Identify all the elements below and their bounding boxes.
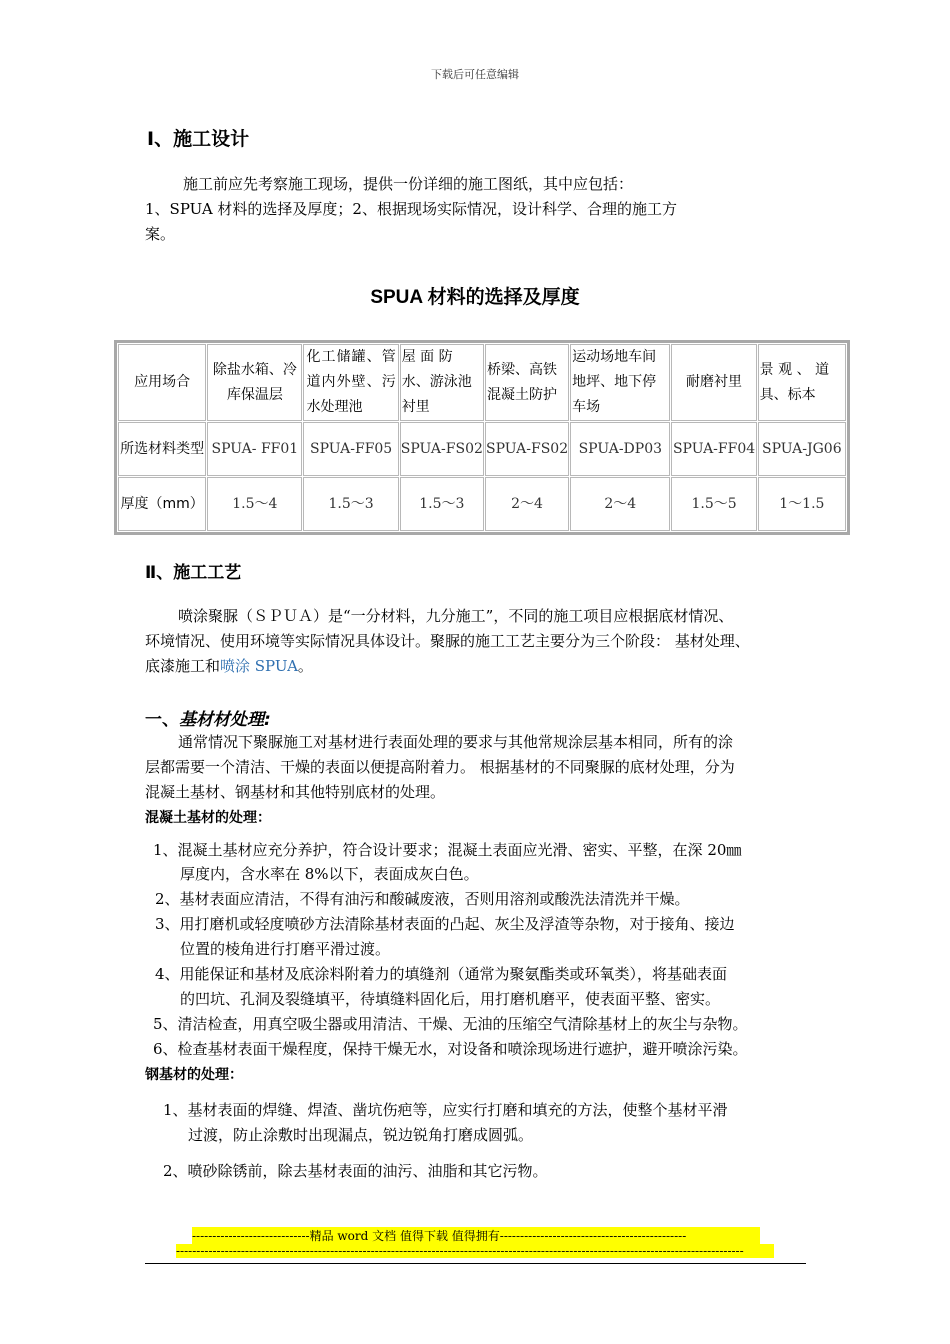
section1-para-line2: 1、SPUA 材料的选择及厚度；2、根据现场实际情况，设计科学、合理的施工方 [145, 200, 677, 218]
table-row-thickness [118, 477, 846, 531]
subsection1-para-line1: 通常情况下聚脲施工对基材进行表面处理的要求与其他常规涂层基本相同，所有的涂 [178, 733, 734, 751]
footer-banner-line1: -----------------------------精品 word 文档 值得下载 值得拥有---------------------------------------------- [192, 1227, 760, 1244]
subsection1-prefix: 一、 [145, 710, 179, 730]
material-cell: SPUA- FF01 [207, 422, 302, 476]
row-label-material: 所选材料类型 [118, 422, 206, 476]
material-cell: SPUA-JG06 [758, 422, 846, 476]
app-cell: 除盐水箱、冷库保温层 [207, 344, 302, 421]
footer-rule [145, 1263, 806, 1264]
steel-item-2: 2、喷砂除锈前，除去基材表面的油污、油脂和其它污物。 [163, 1162, 548, 1180]
section2-para-line2: 环境情况、使用环境等实际情况具体设计。聚脲的施工工艺主要分为三个阶段： 基材处理、 [145, 632, 750, 650]
footer-banner-line2: -------------------------------------------------------------------------------------------------------------------------------------------- [176, 1244, 774, 1258]
app-cell: 耐磨衬里 [671, 344, 756, 421]
section1-title: Ⅰ、施工设计 [147, 128, 250, 150]
row-label-application: 应用场合 [118, 344, 206, 421]
concrete-item-1: 1、混凝土基材应充分养护，符合设计要求；混凝土表面应光滑、密实、平整，在深 20㎜ [153, 841, 742, 859]
steel-label: 钢基材的处理： [145, 1067, 243, 1083]
concrete-item-5: 5、清洁检查，用真空吸尘器或用清洁、干燥、无油的压缩空气清除基材上的灰尘与杂物。 [153, 1015, 748, 1033]
section2-para-line3 [145, 654, 313, 679]
para-text: 底漆施工和 [145, 657, 221, 675]
material-cell: SPUA-FF05 [303, 422, 398, 476]
thickness-cell: 1～1.5 [758, 477, 846, 531]
section1-para-line1: 施工前应先考察施工现场，提供一份详细的施工图纸，其中应包括： [183, 175, 634, 193]
app-cell: 屋 面 防 水、游泳池衬里 [400, 344, 484, 421]
spray-spua-link[interactable]: 喷涂 SPUA [220, 657, 298, 675]
material-cell: SPUA-DP03 [570, 422, 670, 476]
concrete-label: 混凝土基材的处理： [145, 810, 271, 826]
app-cell: 运动场地车间地坪、地下停车场 [570, 344, 670, 421]
row-label-thickness: 厚度（mm） [118, 477, 206, 531]
para-text: 。 [297, 657, 313, 675]
table-row-material [118, 422, 846, 476]
subsection1-para-line2: 层都需要一个清洁、干燥的表面以便提高附着力。 根据基材的不同聚脲的底材处理，分为 [145, 758, 735, 776]
table-row-application [118, 344, 846, 421]
thickness-cell: 2～4 [485, 477, 569, 531]
concrete-item-3: 3、用打磨机或轻度喷砂方法清除基材表面的凸起、灰尘及浮渣等杂物，对于接角、接边 [155, 915, 735, 933]
concrete-item-3-cont: 位置的棱角进行打磨平滑过渡。 [180, 940, 391, 958]
concrete-item-4: 4、用能保证和基材及底涂料附着力的填缝剂（通常为聚氨酯类或环氧类），将基础表面 [155, 965, 728, 983]
header-note: 下载后可任意编辑 [431, 68, 519, 81]
app-cell: 桥梁、高铁混凝土防护 [485, 344, 569, 421]
table-title: SPUA 材料的选择及厚度 [370, 287, 580, 308]
material-cell: SPUA-FS02 [485, 422, 569, 476]
concrete-item-6: 6、检查基材表面干燥程度，保持干燥无水，对设备和喷涂现场进行遮护，避开喷涂污染。 [153, 1040, 748, 1058]
app-cell: 化工储罐、管道内外壁、污水处理池 [303, 344, 398, 421]
concrete-item-4-cont: 的凹坑、孔洞及裂缝填平，待填缝料固化后，用打磨机磨平，使表面平整、密实。 [180, 990, 721, 1008]
steel-item-1-cont: 过渡，防止涂敷时出现漏点，锐边锐角打磨成圆弧。 [188, 1126, 534, 1144]
concrete-item-1-cont: 厚度内，含水率在 8%以下，表面成灰白色。 [180, 865, 479, 883]
thickness-cell: 1.5～5 [671, 477, 756, 531]
subsection1-para-line3: 混凝土基材、钢基材和其他特别底材的处理。 [145, 783, 446, 801]
subsection1-title [145, 705, 271, 730]
thickness-cell: 1.5～4 [207, 477, 302, 531]
thickness-cell: 1.5～3 [303, 477, 398, 531]
subsection1-title-text: 基材材处理: [179, 710, 271, 730]
section1-para-line3: 案。 [145, 225, 176, 243]
section2-title: Ⅱ、施工工艺 [145, 563, 242, 583]
material-cell: SPUA-FF04 [671, 422, 756, 476]
spua-material-table [114, 340, 850, 535]
section2-para-line1: 喷涂聚脲（ＳＰＵＡ）是“一分材料，九分施工”，不同的施工项目应根据底材情况、 [178, 607, 734, 625]
concrete-item-2: 2、基材表面应清洁，不得有油污和酸碱废液，否则用溶剂或酸洗法清洗并干燥。 [155, 890, 690, 908]
thickness-cell: 2～4 [570, 477, 670, 531]
steel-item-1: 1、基材表面的焊缝、焊渣、凿坑伤疤等，应实行打磨和填充的方法，使整个基材平滑 [163, 1101, 728, 1119]
app-cell: 景 观 、 道具、标本 [758, 344, 846, 421]
material-cell: SPUA-FS02 [400, 422, 484, 476]
thickness-cell: 1.5～3 [400, 477, 484, 531]
